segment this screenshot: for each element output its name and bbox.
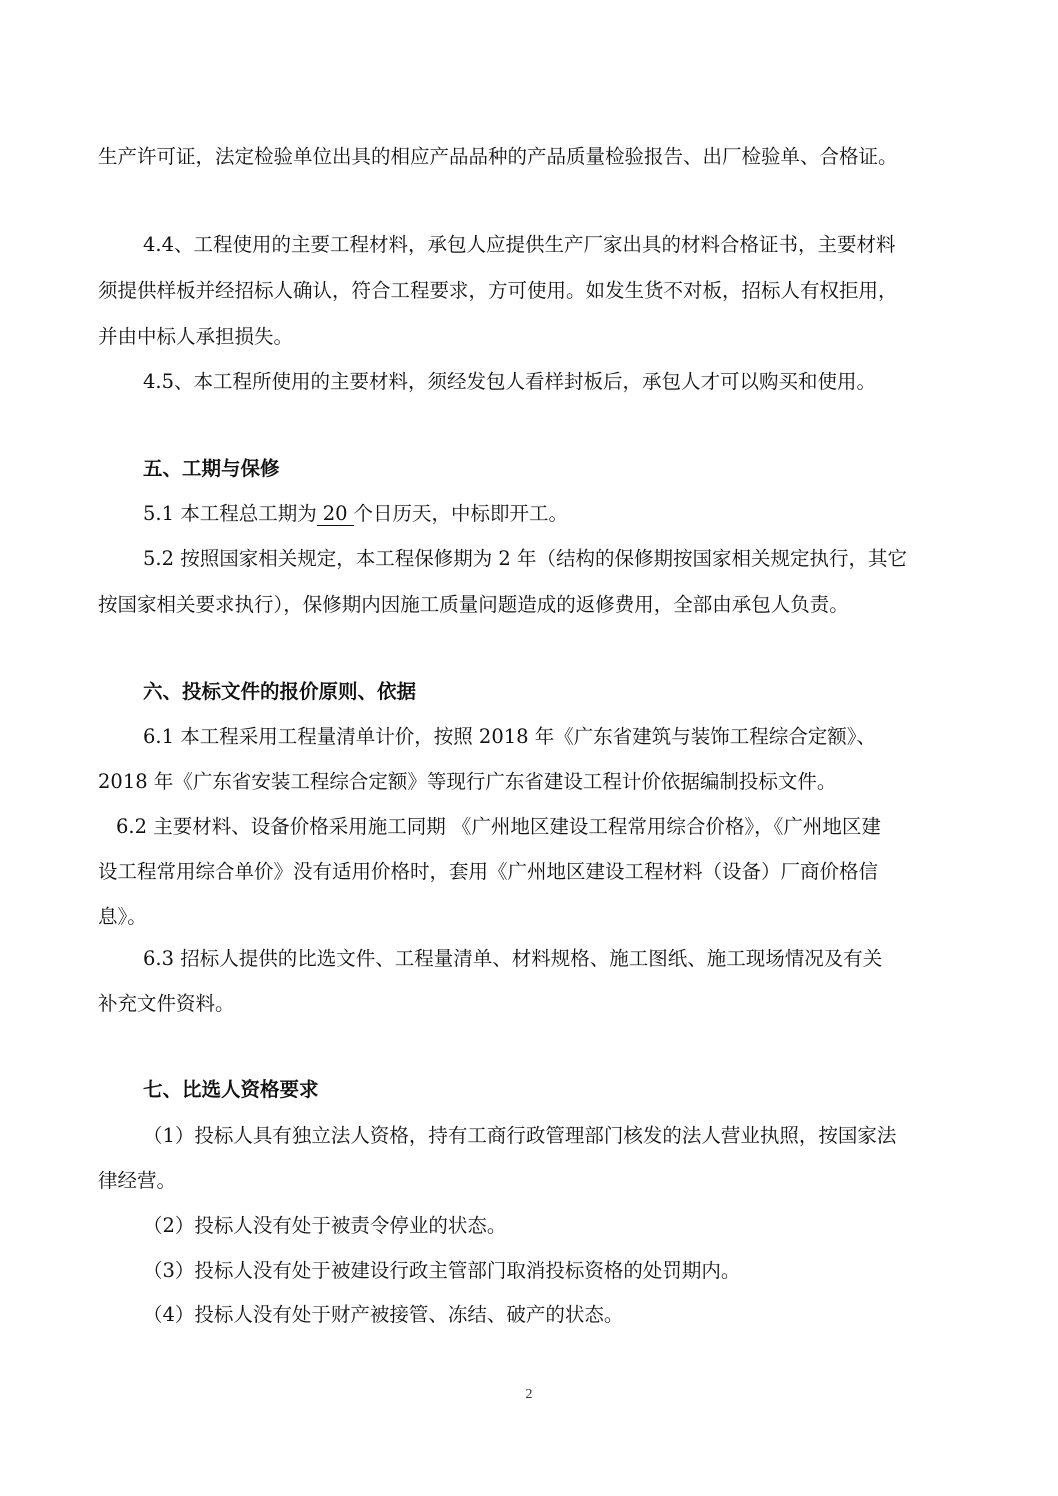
clause-4-4-line-1: 4.4、工程使用的主要工程材料，承包人应提供生产厂家出具的材料合格证书，主要材料	[143, 233, 896, 256]
paragraph-line: 生产许可证，法定检验单位出具的相应产品品种的产品质量检验报告、出厂检验单、合格证。	[98, 145, 898, 168]
clause-5-1-suffix: 个日历天，中标即开工。	[353, 502, 569, 525]
clause-6-3-line-2: 补充文件资料。	[98, 992, 235, 1015]
requirement-2: （2）投标人没有处于被责令停业的状态。	[143, 1214, 507, 1237]
clause-6-2-line-1: 6.2 主要材料、设备价格采用施工同期 《广州地区建设工程常用综合价格》，《广州地区建	[116, 815, 881, 838]
requirement-4: （4）投标人没有处于财产被接管、冻结、破产的状态。	[143, 1303, 624, 1326]
clause-5-1-prefix: 5.1 本工程总工期为	[143, 502, 317, 525]
clause-4-4-line-2: 须提供样板并经招标人确认，符合工程要求，方可使用。如发生货不对板，招标人有权拒用，	[98, 279, 898, 302]
clause-4-5: 4.5、本工程所使用的主要材料，须经发包人看样封板后，承包人才可以购买和使用。	[143, 370, 877, 393]
section-heading-7: 七、比选人资格要求	[143, 1078, 319, 1101]
clause-5-1	[143, 502, 568, 526]
construction-days-value: 20	[317, 503, 354, 526]
page-number: 2	[525, 1387, 533, 1402]
clause-6-1-line-2: 2018 年《广东省安装工程综合定额》等现行广东省建设工程计价依据编制投标文件。	[98, 770, 837, 793]
section-heading-6: 六、投标文件的报价原则、依据	[143, 680, 417, 703]
clause-4-4-line-3: 并由中标人承担损失。	[98, 325, 294, 348]
clause-5-2-line-2: 按国家相关要求执行），保修期内因施工质量问题造成的返修费用，全部由承包人负责。	[98, 593, 849, 616]
clause-5-2-line-1: 5.2 按照国家相关规定，本工程保修期为 2 年（结构的保修期按国家相关规定执行，其它	[143, 547, 908, 570]
clause-6-2-line-3: 息》。	[98, 905, 147, 928]
clause-6-1-line-1: 6.1 本工程采用工程量清单计价，按照 2018 年《广东省建筑与装饰工程综合定额》、	[143, 725, 876, 748]
requirement-1-line-2: 律经营。	[98, 1169, 177, 1192]
requirement-1-line-1: （1）投标人具有独立法人资格，持有工商行政管理部门核发的法人营业执照，按国家法	[143, 1124, 897, 1147]
requirement-3: （3）投标人没有处于被建设行政主管部门取消投标资格的处罚期内。	[143, 1259, 741, 1282]
clause-6-3-line-1: 6.3 招标人提供的比选文件、工程量清单、材料规格、施工图纸、施工现场情况及有关	[143, 947, 883, 970]
clause-6-2-line-2: 设工程常用综合单价》没有适用价格时，套用《广州地区建设工程材料（设备）厂商价格信	[98, 860, 879, 883]
section-heading-5: 五、工期与保修	[143, 457, 280, 480]
